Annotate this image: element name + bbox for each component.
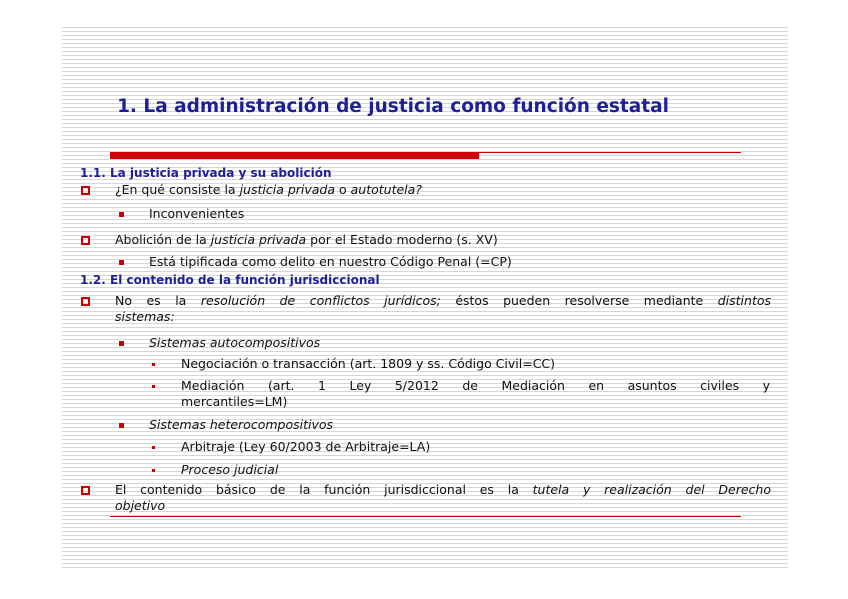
- item-arbitraje: Arbitraje (Ley 60/2003 de Arbitraje=LA): [181, 439, 431, 454]
- bullet-abolicion: [115, 232, 498, 248]
- text-segment-italic: tutela y realización del Derecho: [532, 482, 771, 497]
- text-segment-italic: autotutela?: [350, 182, 422, 197]
- text-segment: ¿En qué consiste la: [115, 182, 240, 197]
- text-segment: por el Estado moderno (s. XV): [306, 232, 498, 247]
- text-segment: éstos pueden resolverse mediante: [440, 293, 718, 308]
- section-heading-1-1: 1.1. La justicia privada y su abolición: [80, 166, 332, 180]
- bullet-continuation: sistemas:: [115, 309, 175, 324]
- text-segment: No es la: [115, 293, 201, 308]
- small-red-bullet-icon: [152, 385, 155, 388]
- item-mediacion-continuation: mercantiles=LM): [181, 394, 288, 409]
- text-segment-italic: justicia privada: [239, 182, 336, 197]
- red-bullet-icon: [119, 423, 124, 428]
- sub-bullet-inconvenientes: Inconvenientes: [149, 206, 245, 221]
- item-negociacion: Negociación o transacción (art. 1809 y ss. Código Civil=CC): [181, 356, 556, 371]
- text-segment-italic: resolución de conflictos jurídicos;: [200, 293, 441, 308]
- square-bullet-icon: [81, 186, 90, 195]
- small-red-bullet-icon: [152, 446, 155, 449]
- sub-bullet-delito: Está tipificada como delito en nuestro Código Penal (=CP): [149, 254, 512, 269]
- item-proceso-judicial: Proceso judicial: [181, 462, 279, 477]
- red-bullet-icon: [119, 341, 124, 346]
- sub-bullet-heterocompositivos: Sistemas heterocompositivos: [149, 417, 334, 432]
- title-red-line: [479, 152, 741, 153]
- text-segment: El contenido básico de la función jurisdiccional es la: [115, 482, 533, 497]
- text-segment-italic: distintos: [717, 293, 771, 308]
- text-segment-italic: justicia privada: [210, 232, 307, 247]
- sub-bullet-autocompositivos: Sistemas autocompositivos: [149, 335, 321, 350]
- bullet-no-es-la-resolucion: [115, 293, 771, 309]
- text-segment: o: [335, 182, 351, 197]
- bullet-contenido-basico: [115, 482, 771, 498]
- text-segment: Abolición de la: [115, 232, 211, 247]
- red-bullet-icon: [119, 212, 124, 217]
- section-heading-1-2: 1.2. El contenido de la función jurisdiccional: [80, 273, 380, 287]
- small-red-bullet-icon: [152, 363, 155, 366]
- red-bullet-icon: [119, 260, 124, 265]
- square-bullet-icon: [81, 297, 90, 306]
- bullet-justicia-privada: [115, 182, 422, 198]
- bottom-red-line: [110, 516, 741, 517]
- square-bullet-icon: [81, 236, 90, 245]
- item-mediacion: Mediación (art. 1 Ley 5/2012 de Mediación en asuntos civiles y: [181, 378, 770, 393]
- square-bullet-icon: [81, 486, 90, 495]
- bullet-continuation: objetivo: [115, 498, 166, 513]
- small-red-bullet-icon: [152, 469, 155, 472]
- title-red-bar: [110, 152, 479, 159]
- slide-title: 1. La administración de justicia como función estatal: [117, 96, 669, 117]
